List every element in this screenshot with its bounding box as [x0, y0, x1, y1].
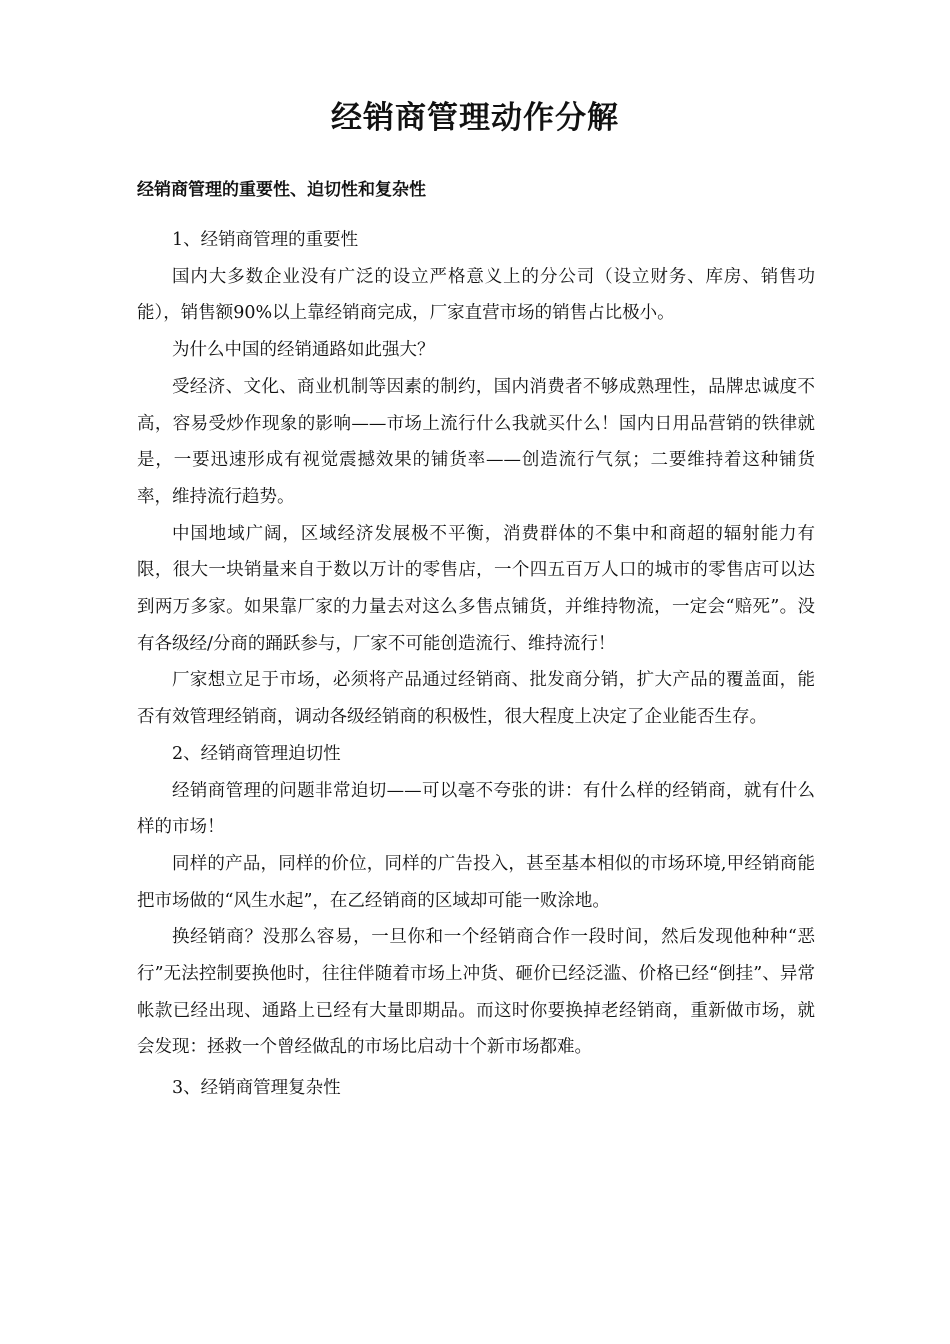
paragraph: 国内大多数企业没有广泛的设立严格意义上的分公司（设立财务、库房、销售功能），销售额90%以上靠经销商完成，厂家直营市场的销售占比极小。 [137, 266, 815, 324]
paragraph: 为什么中国的经销通路如此强大？ [172, 340, 435, 361]
document-title: 经销商管理动作分解 [331, 100, 619, 136]
paragraph: 同样的产品，同样的价位，同样的广告投入，甚至基本相似的市场环境,甲经销商能把市场做的“风生水起”，在乙经销商的区域却可能一败涂地。 [137, 853, 815, 911]
paragraph: 经销商管理的问题非常迫切——可以毫不夸张的讲：有什么样的经销商，就有什么样的市场！ [137, 780, 815, 838]
subheading-importance: 1、经销商管理的重要性 [172, 230, 359, 250]
paragraph: 厂家想立足于市场，必须将产品通过经销商、批发商分销，扩大产品的覆盖面，能否有效管理经销商，调动各级经销商的积极性，很大程度上决定了企业能否生存。 [137, 670, 815, 728]
paragraph: 受经济、文化、商业机制等因素的制约，国内消费者不够成熟理性，品牌忠诚度不高，容易受炒作现象的影响——市场上流行什么我就买什么！国内日用品营销的铁律就是，一要迅速形成有视觉震撼效果的铺货率——创造流行气氛；二要维持着这种铺货率，维持流行趋势。 [137, 376, 815, 507]
paragraph: 换经销商？没那么容易，一旦你和一个经销商合作一段时间，然后发现他种种“恶行”无法控制要换他时，往往伴随着市场上冲货、砸价已经泛滥、价格已经“倒挂”、异常帐款已经出现、通路上已经有大量即期品。而这时你要换掉老经销商，重新做市场，就会发现：拯救一个曾经做乱的市场比启动十个新市场都难。 [137, 927, 815, 1058]
subheading-urgency: 2、经销商管理迫切性 [172, 743, 341, 764]
section-heading: 经销商管理的重要性、迫切性和复杂性 [137, 180, 426, 200]
paragraph: 中国地域广阔，区域经济发展极不平衡，消费群体的不集中和商超的辐射能力有限，很大一块销量来自于数以万计的零售店，一个四五百万人口的城市的零售店可以达到两万多家。如果靠厂家的力量去对这么多售点铺货，并维持物流，一定会“赔死”。没有各级经/分商的踊跃参与，厂家不可能创造流行、维持流行！ [137, 523, 815, 654]
document-body [137, 222, 815, 1107]
subheading-complexity: 3、经销商管理复杂性 [172, 1078, 341, 1099]
